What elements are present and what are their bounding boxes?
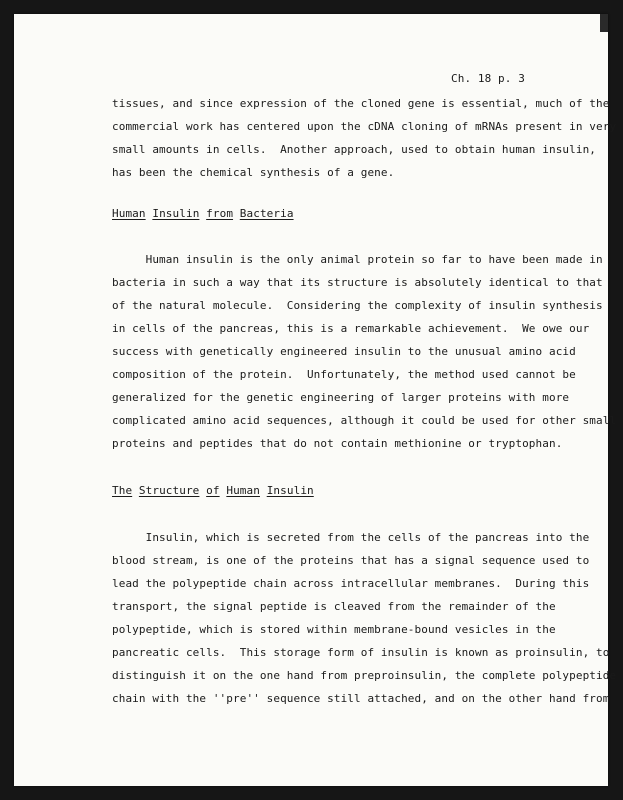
- paragraph-line: bacteria in such a way that its structure is absolutely identical to that: [112, 276, 603, 289]
- section-heading-structure-of-human-insulin: [112, 484, 314, 497]
- paragraph-structure: [112, 526, 617, 710]
- page-corner-mark: [600, 14, 608, 32]
- section-heading-human-insulin-from-bacteria: [112, 207, 294, 220]
- paragraph-line: composition of the protein. Unfortunately, the method used cannot be: [112, 368, 576, 381]
- paragraph-line: has been the chemical synthesis of a gene.: [112, 166, 395, 179]
- paragraph-line: distinguish it on the one hand from preproinsulin, the complete polypeptide: [112, 669, 617, 682]
- paragraph-line: chain with the ''pre'' sequence still attached, and on the other hand from: [112, 692, 610, 705]
- paragraph-line: commercial work has centered upon the cDNA cloning of mRNAs present in very: [112, 120, 617, 133]
- heading-word: Insulin: [152, 207, 200, 220]
- paragraph-line: blood stream, is one of the proteins that has a signal sequence used to: [112, 554, 590, 567]
- heading-word: The: [112, 484, 133, 497]
- paragraph-line: lead the polypeptide chain across intracellular membranes. During this: [112, 577, 590, 590]
- paragraph-line: of the natural molecule. Considering the complexity of insulin synthesis: [112, 299, 603, 312]
- heading-word: from: [206, 207, 234, 220]
- paragraph-line: generalized for the genetic engineering of larger proteins with more: [112, 391, 570, 404]
- paragraph-line: success with genetically engineered insulin to the unusual amino acid: [112, 345, 576, 358]
- heading-word: Human: [112, 207, 146, 220]
- paragraph-line: polypeptide, which is stored within membrane-bound vesicles in the: [112, 623, 556, 636]
- paragraph-line: pancreatic cells. This storage form of insulin is known as proinsulin, to: [112, 646, 610, 659]
- paragraph-human-insulin: [112, 248, 617, 455]
- paragraph-line: tissues, and since expression of the cloned gene is essential, much of the: [112, 97, 610, 110]
- heading-word: Structure: [138, 484, 200, 497]
- paragraph-line: transport, the signal peptide is cleaved from the remainder of the: [112, 600, 556, 613]
- page-reference: Ch. 18 p. 3: [451, 72, 525, 85]
- paragraph-line: complicated amino acid sequences, although it could be used for other small: [112, 414, 617, 427]
- paragraph-line: small amounts in cells. Another approach, used to obtain human insulin,: [112, 143, 597, 156]
- paragraph-line: Human insulin is the only animal protein so far to have been made in: [112, 253, 603, 266]
- document-page: [14, 14, 617, 786]
- heading-word: Bacteria: [239, 207, 294, 220]
- paragraph-intro: [112, 92, 617, 184]
- paragraph-line: in cells of the pancreas, this is a remarkable achievement. We owe our: [112, 322, 590, 335]
- paragraph-line: Insulin, which is secreted from the cells of the pancreas into the: [112, 531, 590, 544]
- paragraph-line: proteins and peptides that do not contain methionine or tryptophan.: [112, 437, 563, 450]
- heading-word: Insulin: [266, 484, 314, 497]
- heading-word: Human: [226, 484, 260, 497]
- heading-word: of: [206, 484, 220, 497]
